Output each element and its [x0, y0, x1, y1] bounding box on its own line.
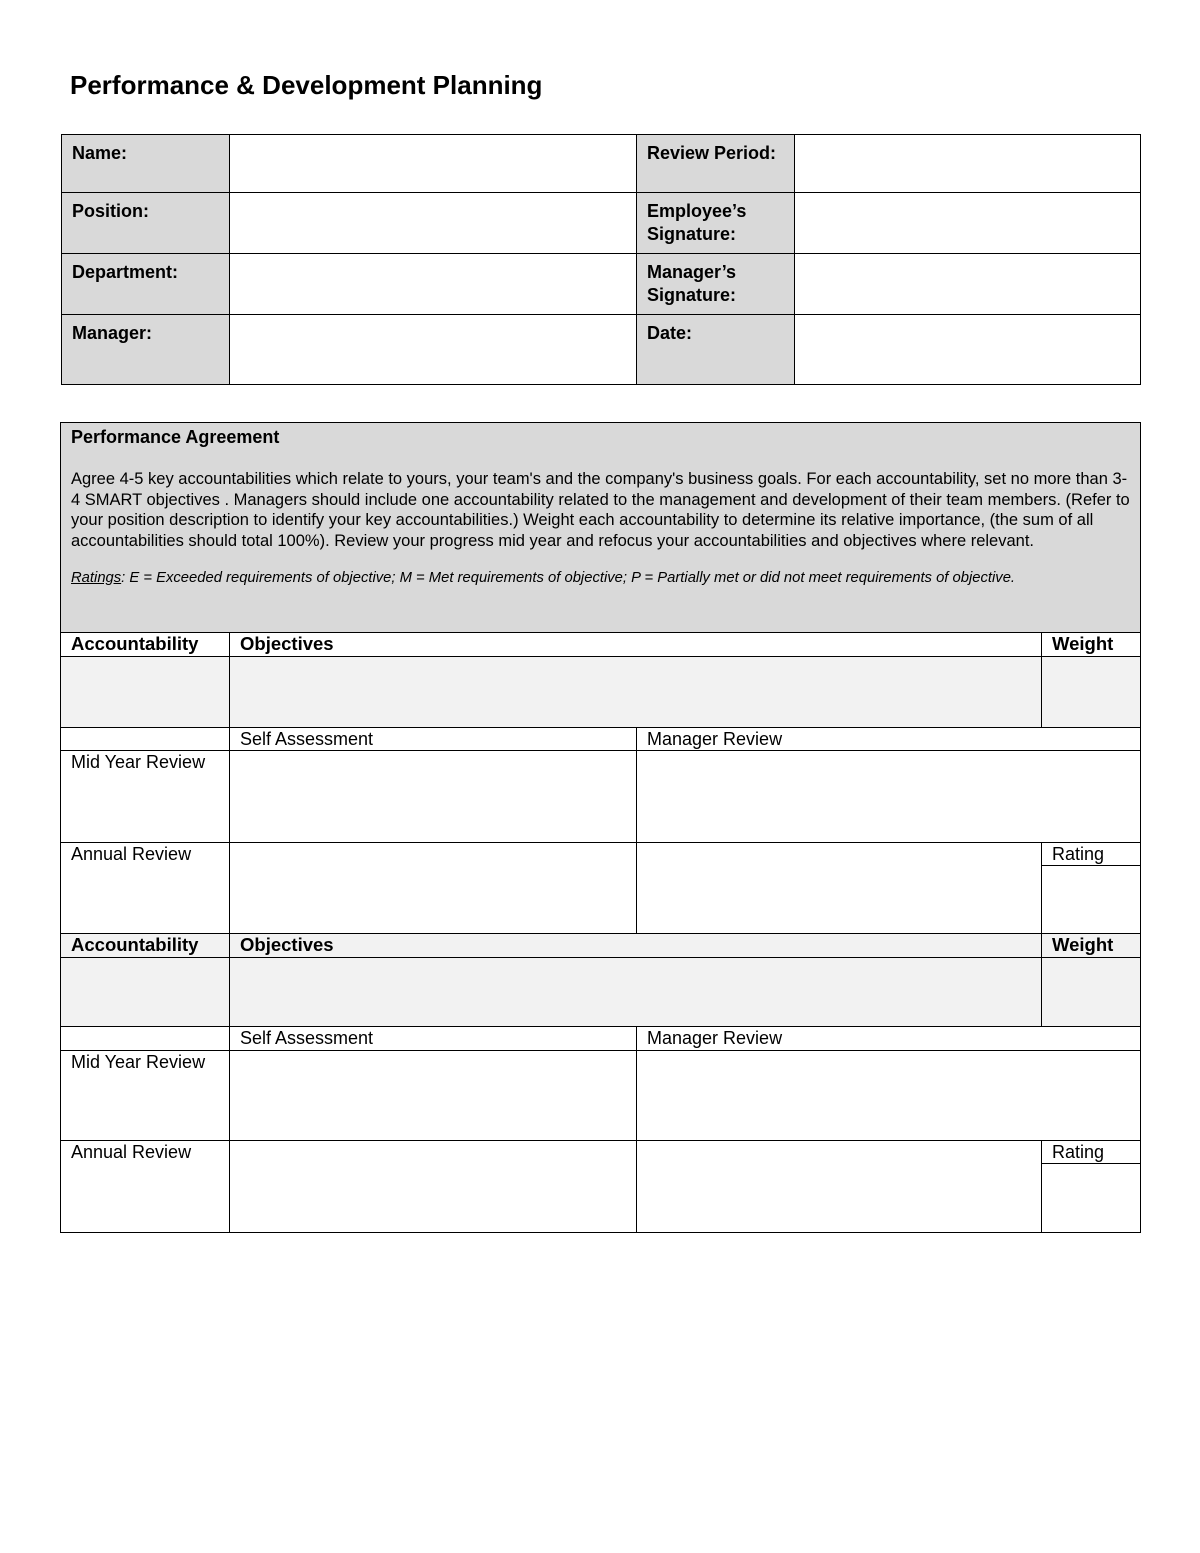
annual-review-label: Annual Review [61, 843, 230, 934]
annual-self-assessment-field[interactable] [230, 843, 637, 934]
mid-year-review-label: Mid Year Review [61, 1051, 230, 1141]
mid-year-self-assessment-field[interactable] [230, 1051, 637, 1141]
self-assessment-header: Self Assessment [230, 1027, 637, 1051]
mid-year-manager-review-field[interactable] [637, 751, 1141, 843]
performance-agreement-table [60, 422, 1141, 1233]
weight-header: Weight [1042, 934, 1141, 958]
self-assessment-header: Self Assessment [230, 728, 637, 751]
agreement-title: Performance Agreement [71, 427, 280, 447]
employee-info-table [61, 134, 1141, 385]
block-1-header-row [61, 633, 1141, 657]
weight-field[interactable] [1042, 958, 1141, 1027]
manager-review-header: Manager Review [637, 728, 1141, 751]
block-2-entry-row [61, 958, 1141, 1027]
info-row-name [62, 135, 1141, 193]
manager-label: Manager: [62, 315, 230, 385]
ratings-text: : E = Exceeded requirements of objective; M = Met requirements of objective; P = Partially met or did not meet requirements of objective. [121, 570, 1016, 586]
department-label: Department: [62, 254, 230, 315]
mid-year-review-label: Mid Year Review [61, 751, 230, 843]
accountability-header: Accountability [61, 934, 230, 958]
rating-box[interactable] [1042, 1141, 1141, 1233]
block-2-annual-row [61, 1141, 1141, 1233]
position-field[interactable] [230, 193, 637, 254]
manager-signature-label: Manager’s Signature: [637, 254, 795, 315]
rating-label: Rating [1042, 1141, 1140, 1164]
block-2-mid-year-row [61, 1051, 1141, 1141]
block-1-mid-year-row [61, 751, 1141, 843]
review-period-field[interactable] [795, 135, 1141, 193]
rating-label: Rating [1042, 843, 1140, 866]
review-period-label: Review Period: [637, 135, 795, 193]
review-header-blank [61, 728, 230, 751]
mid-year-self-assessment-field[interactable] [230, 751, 637, 843]
objectives-field[interactable] [230, 657, 1042, 728]
accountability-field[interactable] [61, 958, 230, 1027]
agreement-intro [61, 423, 1141, 633]
name-field[interactable] [230, 135, 637, 193]
mid-year-manager-review-field[interactable] [637, 1051, 1141, 1141]
accountability-field[interactable] [61, 657, 230, 728]
review-header-blank [61, 1027, 230, 1051]
ratings-legend [71, 568, 1130, 588]
annual-manager-review-field[interactable] [637, 843, 1042, 934]
employee-signature-label: Employee’s Signature: [637, 193, 795, 254]
rating-box[interactable] [1042, 843, 1141, 934]
objectives-field[interactable] [230, 958, 1042, 1027]
info-row-position [62, 193, 1141, 254]
date-label: Date: [637, 315, 795, 385]
manager-field[interactable] [230, 315, 637, 385]
agreement-instructions: Agree 4-5 key accountabilities which relate to yours, your team's and the company's business goals. For each accountability, set no more than 3-4 SMART objectives . Managers should include one accountability related to the management and development of their team members. (Refer to your position description to identify your key accountabilities.) Weight each accountability to determine its relative importance, (the sum of all accountabilities should total 100%). Review your progress mid year and refocus your accountabilities and objectives where relevant. [71, 470, 1130, 550]
block-2-header-row [61, 934, 1141, 958]
info-row-manager [62, 315, 1141, 385]
annual-manager-review-field[interactable] [637, 1141, 1042, 1233]
employee-signature-field[interactable] [795, 193, 1141, 254]
objectives-header: Objectives [230, 633, 1042, 657]
position-label: Position: [62, 193, 230, 254]
block-1-review-header-row [61, 728, 1141, 751]
annual-review-label: Annual Review [61, 1141, 230, 1233]
agreement-intro-row [61, 423, 1141, 633]
accountability-header: Accountability [61, 633, 230, 657]
objectives-header: Objectives [230, 934, 1042, 958]
weight-field[interactable] [1042, 657, 1141, 728]
annual-self-assessment-field[interactable] [230, 1141, 637, 1233]
page-title: Performance & Development Planning [70, 70, 543, 100]
date-field[interactable] [795, 315, 1141, 385]
ratings-label: Ratings [71, 570, 122, 586]
block-1-entry-row [61, 657, 1141, 728]
department-field[interactable] [230, 254, 637, 315]
block-1-annual-row [61, 843, 1141, 934]
weight-header: Weight [1042, 633, 1141, 657]
block-2-review-header-row [61, 1027, 1141, 1051]
info-row-department [62, 254, 1141, 315]
name-label: Name: [62, 135, 230, 193]
manager-signature-field[interactable] [795, 254, 1141, 315]
manager-review-header: Manager Review [637, 1027, 1141, 1051]
